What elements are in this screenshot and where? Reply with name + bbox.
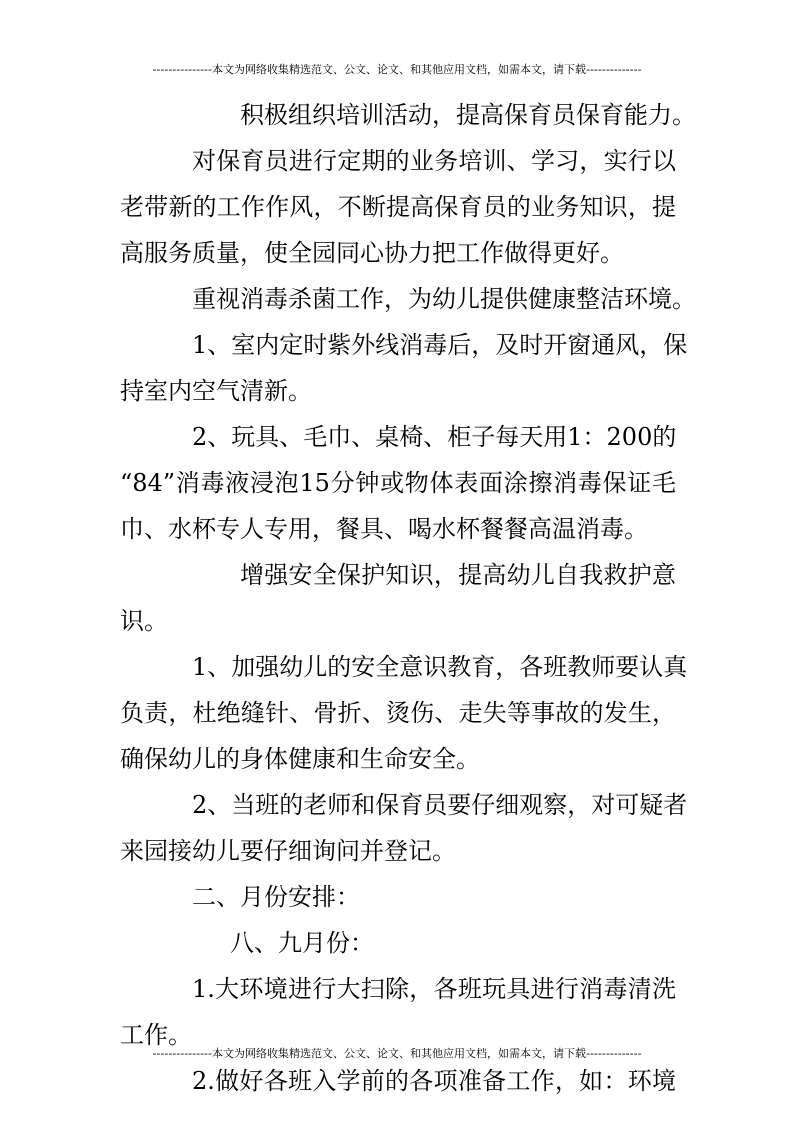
section-heading-monthly: 二、月份安排： (192, 883, 360, 911)
paragraph-line: 负责，杜绝缝针、骨折、烫伤、走失等事故的发生， (120, 699, 676, 727)
paragraph-line: 高服务质量，使全园同心协力把工作做得更好。 (120, 239, 624, 267)
page-header: ---------------本文为网络收集精选范文、公文、论文、和其他应用文档，如需本文，请下载-------------- (152, 63, 642, 76)
list-item: 2.做好各班入学前的各项准备工作，如：环境 (192, 1067, 676, 1095)
page-footer: ---------------本文为网络收集精选范文、公文、论文、和其他应用文档，如需本文，请下载-------------- (152, 1047, 642, 1060)
paragraph-line: 老带新的工作作风，不断提高保育员的业务知识，提 (120, 193, 676, 221)
document-body (120, 92, 696, 1104)
paragraph-line: 1、加强幼儿的安全意识教育，各班教师要认真 (192, 653, 688, 681)
heading-training: 积极组织培训活动，提高保育员保育能力。 (240, 101, 696, 129)
paragraph-line: 持室内空气清新。 (120, 377, 312, 405)
paragraph-line: 来园接幼儿要仔细询问并登记。 (120, 837, 456, 865)
paragraph-line: 2、当班的老师和保育员要仔细观察，对可疑者 (192, 791, 688, 819)
subheading-aug-sep: 八、九月份： (230, 929, 374, 957)
paragraph-line: “84”消毒液浸泡15分钟或物体表面涂擦消毒保证毛 (120, 469, 676, 497)
paragraph-line: 识。 (120, 607, 168, 635)
list-item: 1.大环境进行大扫除，各班玩具进行消毒清洗 (192, 975, 676, 1003)
paragraph-line: 1、室内定时紫外线消毒后，及时开窗通风，保 (192, 331, 688, 359)
paragraph-line: 巾、水杯专人专用，餐具、喝水杯餐餐高温消毒。 (120, 515, 648, 543)
paragraph-line: 2、玩具、毛巾、桌椅、柜子每天用1：200的 (192, 423, 677, 451)
heading-disinfection: 重视消毒杀菌工作，为幼儿提供健康整洁环境。 (192, 285, 696, 313)
paragraph-line: 工作。 (120, 1021, 192, 1049)
paragraph-line: 确保幼儿的身体健康和生命安全。 (120, 745, 480, 773)
heading-safety: 增强安全保护知识，提高幼儿自我救护意 (240, 561, 676, 589)
paragraph-line: 对保育员进行定期的业务培训、学习，实行以 (192, 147, 676, 175)
